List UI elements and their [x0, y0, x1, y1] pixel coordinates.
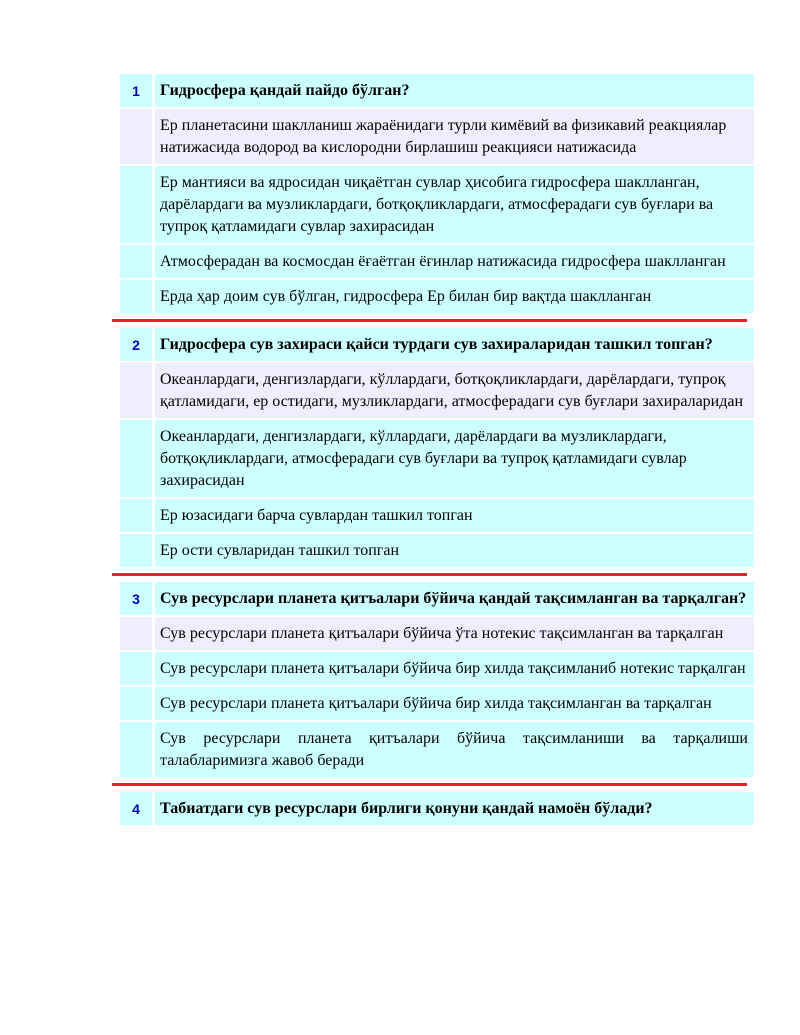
question-block — [120, 792, 754, 827]
answer-option[interactable] — [120, 652, 754, 687]
answer-text: Ер ости сувларидан ташкил топган — [155, 534, 754, 567]
question-number: 3 — [120, 582, 152, 615]
answer-option[interactable] — [120, 420, 754, 499]
question-row — [120, 74, 754, 109]
question-text: Гидросфера қандай пайдо бўлган? — [155, 74, 754, 107]
question-separator — [112, 783, 747, 786]
question-separator — [112, 573, 747, 576]
question-row — [120, 582, 754, 617]
answer-text: Сув ресурслари планета қитъалари бўйича бир хилда тақсимланган ва тарқалган — [155, 687, 754, 720]
question-number: 4 — [120, 792, 152, 825]
question-text: Сув ресурслари планета қитъалари бўйича қандай тақсимланган ва тарқалган? — [155, 582, 754, 615]
question-text: Табиатдаги сув ресурслари бирлиги қонуни қандай намоён бўлади? — [155, 792, 754, 825]
answer-option[interactable] — [120, 109, 754, 166]
question-block — [120, 582, 754, 779]
answer-option[interactable] — [120, 617, 754, 652]
answer-option[interactable] — [120, 280, 754, 315]
answer-text: Ер юзасидаги барча сувлардан ташкил топган — [155, 499, 754, 532]
question-row — [120, 328, 754, 363]
answer-text: Океанлардаги, денгизлардаги, кўллардаги, ботқоқликлардаги, дарёлардаги, тупроқ қатламидаги, ер остидаги, музликлардаги, атмосферадаги сув буғлари захираларидан — [155, 363, 754, 418]
question-block — [120, 74, 754, 315]
quiz-page — [120, 74, 754, 827]
answer-option[interactable] — [120, 687, 754, 722]
answer-option[interactable] — [120, 245, 754, 280]
answer-text: Ер мантияси ва ядросидан чиқаётган сувлар ҳисобига гидросфера шаклланган, дарёлардаги ва музликлардаги, ботқоқликлардаги, атмосферадаги сув буғлари ва тупроқ қатламидаги сувлар захирасидан — [155, 166, 754, 243]
answer-text: Сув ресурслари планета қитъалари бўйича бир хилда тақсимланиб нотекис тарқалган — [155, 652, 754, 685]
answer-option[interactable] — [120, 166, 754, 245]
answer-text: Атмосферадан ва космосдан ёғаётган ёғинлар натижасида гидросфера шаклланган — [155, 245, 754, 278]
answer-text: Сув ресурслари планета қитъалари бўйича ўта нотекис тақсимланган ва тарқалган — [155, 617, 754, 650]
answer-option[interactable] — [120, 363, 754, 420]
question-separator — [112, 319, 747, 322]
question-row — [120, 792, 754, 827]
answer-text: Ер планетасини шаклланиш жараёнидаги турли кимёвий ва физикавий реакциялар натижасида водород ва кислородни бирлашиш реакцияси натижасида — [155, 109, 754, 164]
answer-text: Сув ресурслари планета қитъалари бўйича тақсимланиши ва тарқалиши талабларимизга жавоб беради — [155, 722, 754, 777]
answer-option[interactable] — [120, 534, 754, 569]
question-text: Гидросфера сув захираси қайси турдаги сув захираларидан ташкил топган? — [155, 328, 754, 361]
answer-text: Ерда ҳар доим сув бўлган, гидросфера Ер билан бир вақтда шаклланган — [155, 280, 754, 313]
question-number: 1 — [120, 74, 152, 107]
answer-option[interactable] — [120, 722, 754, 779]
question-number: 2 — [120, 328, 152, 361]
question-block — [120, 328, 754, 569]
answer-text: Океанлардаги, денгизлардаги, кўллардаги, дарёлардаги ва музликлардаги, ботқоқликлардаги, атмосферадаги сув буғлари ва тупроқ қатламидаги сувлар захирасидан — [155, 420, 754, 497]
answer-option[interactable] — [120, 499, 754, 534]
